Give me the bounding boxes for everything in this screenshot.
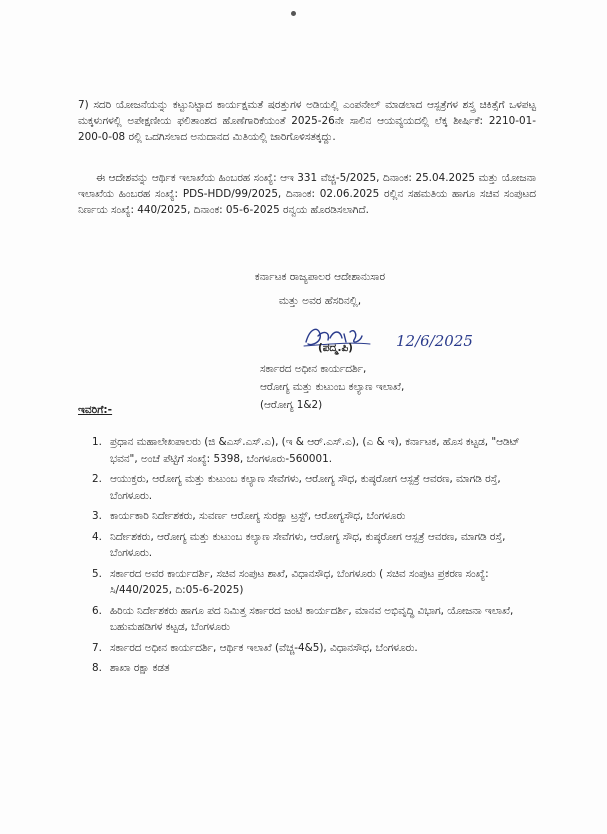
- list-item-number: 5.: [92, 567, 102, 580]
- signatory-designation: ಸರ್ಕಾರದ ಅಧೀನ ಕಾರ್ಯದರ್ಶಿ,: [260, 363, 367, 375]
- list-item: [92, 508, 542, 525]
- list-item-number: 1.: [92, 436, 102, 448]
- list-item: [92, 434, 542, 467]
- handwritten-signature: [300, 320, 490, 362]
- list-item-text: ಶಾಖಾ ರಕ್ಷಾ ಕಡತ: [110, 662, 170, 674]
- clause-7-paragraph: 7) ಸದರಿ ಯೋಜನೆಯನ್ನು ಕಟ್ಟುನಿಟ್ಟಾದ ಕಾರ್ಯಕ್ಷಮತೆ ಷರತ್ತುಗಳ ಅಡಿಯಲ್ಲಿ ಎಂಪನೇಲ್ ಮಾಡಲಾದ ಆಸ್ಪತ್ರೆಗಳ ಶಸ್ತ್ರ ಚಿಕಿತ್ಸೆಗೆ ಒಳಪಟ್ಟ ಮಕ್ಕಳುಗಳಲ್ಲಿ ಅಪೇಕ್ಷಣೀಯ ಫಲಿತಾಂಶದ ಹೊಣೆಗಾರಿಕೆಯಂತೆ 2025-26ನೇ ಸಾಲಿನ ಆಯವ್ಯಯದಲ್ಲಿ ಲೆಕ್ಕ ಶೀರ್ಷಿಕೆ: 2210-01-200-0-08 ರಲ್ಲಿ ಒದಗಿಸಲಾದ ಅನುದಾನದ ಮಿತಿಯಲ್ಲಿ ಜಾರಿಗೊಳಿಸತಕ್ಕದ್ದು.: [78, 99, 536, 143]
- cc-list: [92, 434, 542, 681]
- list-item-text: ಪ್ರಧಾನ ಮಹಾಲೇಖಪಾಲರು (ಜಿ &ಎಸ್.ಎಸ್.ಎ), (ಇ & ಆರ್.ಎಸ್.ಎ), (ಎ & ಇ), ಕರ್ನಾಟಕ, ಹೊಸ ಕಟ್ಟಡ, "ಆಡಿಟ್ ಭವನ", ಅಂಚೆ ಪೆಟ್ಟಿಗೆ ಸಂಖ್ಯೆ: 5398, ಬೆಂಗಳೂರು-560001.: [110, 436, 520, 465]
- cc-heading: ಇವರಿಗೆ:-: [78, 404, 113, 416]
- list-item: [92, 603, 542, 636]
- signatory-name: (ಪದ್ಮ.ಪಿ): [318, 342, 353, 354]
- list-item-text: ಆಯುಕ್ತರು, ಆರೋಗ್ಯ ಮತ್ತು ಕುಟುಂಬ ಕಲ್ಯಾಣ ಸೇವೆಗಳು, ಆರೋಗ್ಯ ಸೌಧ, ಕುಷ್ಠರೋಗ ಆಸ್ಪತ್ರೆ ಆವರಣ, ಮಾಗಡಿ ರಸ್ತೆ, ಬೆಂಗಳೂರು.: [110, 473, 501, 502]
- signatory-section: (ಆರೋಗ್ಯ 1&2): [260, 399, 323, 411]
- list-item-text: ಸರ್ಕಾರದ ಅಧೀನ ಕಾರ್ಯದರ್ಶಿ, ಆರ್ಥಿಕ ಇಲಾಖೆ (ವೆಚ್ಚ-4&5), ವಿಧಾನಸೌಧ, ಬೆಂಗಳೂರು.: [110, 641, 418, 654]
- list-item: [92, 566, 542, 599]
- list-item-number: 7.: [92, 641, 102, 654]
- list-item-number: 2.: [92, 473, 102, 485]
- list-item: [92, 471, 542, 504]
- signatory-department: ಆರೋಗ್ಯ ಮತ್ತು ಕುಟುಂಬ ಕಲ್ಯಾಣ ಇಲಾಖೆ,: [260, 381, 405, 393]
- governor-order-line: ಕರ್ನಾಟಕ ರಾಜ್ಯಪಾಲರ ಆದೇಶಾನುಸಾರ: [254, 271, 386, 283]
- list-item-text: ನಿರ್ದೇಶಕರು, ಆರೋಗ್ಯ ಮತ್ತು ಕುಟುಂಬ ಕಲ್ಯಾಣ ಸೇವೆಗಳು, ಆರೋಗ್ಯ ಸೌಧ, ಕುಷ್ಠರೋಗ ಆಸ್ಪತ್ರೆ ಆವರಣ, ಮಾಗಡಿ ರಸ್ತೆ, ಬೆಂಗಳೂರು.: [110, 530, 506, 559]
- governor-name-line: ಮತ್ತು ಅವರ ಹೆಸರಿನಲ್ಲಿ,: [278, 295, 362, 307]
- list-item: [92, 660, 542, 677]
- list-item-number: 8.: [92, 662, 102, 674]
- list-item-number: 6.: [92, 604, 102, 617]
- list-item: [92, 640, 542, 657]
- order-basis-paragraph: ಈ ಆದೇಶವನ್ನು ಆರ್ಥಿಕ ಇಲಾಖೆಯ ಹಿಂಬರಹ ಸಂಖ್ಯೆ: ಆಇ 331 ವೆಚ್ಚ-5/2025, ದಿನಾಂಕ: 25.04.2025 ಮತ್ತು ಯೋಜನಾ ಇಲಾಖೆಯ ಹಿಂಬರಹ ಸಂಖ್ಯೆ: PDS-HDD/99/2025, ದಿನಾಂಕ: 02.06.2025 ರಲ್ಲಿನ ಸಹಮತಿಯ ಹಾಗೂ ಸಚಿವ ಸಂಪುಟದ ನಿರ್ಣಯ ಸಂಖ್ಯೆ: 440/2025, ದಿನಾಂಕ: 05-6-2025 ರನ್ವಯ ಹೊರಡಿಸಲಾಗಿದೆ.: [78, 172, 536, 216]
- list-item-text: ಹಿರಿಯ ನಿರ್ದೇಶಕರು ಹಾಗೂ ಪದ ನಿಮಿತ್ತ ಸರ್ಕಾರದ ಜಂಟಿ ಕಾರ್ಯದರ್ಶಿ, ಮಾನವ ಅಭಿವೃದ್ಧಿ ವಿಭಾಗ, ಯೋಜನಾ ಇಲಾಖೆ, ಬಹುಮಹಡಿಗಳ ಕಟ್ಟಡ, ಬೆಂಗಳೂರು: [110, 604, 514, 633]
- list-item: [92, 529, 542, 562]
- page-mark-dot: [291, 11, 296, 16]
- list-item-text: ಸರ್ಕಾರದ ಅವರ ಕಾರ್ಯದರ್ಶಿ, ಸಚಿವ ಸಂಪುಟ ಶಾಖೆ, ವಿಧಾನಸೌಧ, ಬೆಂಗಳೂರು ( ಸಚಿವ ಸಂಪುಟ ಪ್ರಕರಣ ಸಂಖ್ಯೆ: ಸಿ/440/2025, ದಿ:05-6-2025): [110, 567, 489, 596]
- list-item-text: ಕಾರ್ಯಕಾರಿ ನಿರ್ದೇಶಕರು, ಸುವರ್ಣ ಆರೋಗ್ಯ ಸುರಕ್ಷಾ ಟ್ರಸ್ಟ್, ಆರೋಗ್ಯಸೌಧ, ಬೆಂಗಳೂರು: [110, 510, 406, 522]
- list-item-number: 3.: [92, 510, 102, 522]
- handwritten-date: 12/6/2025: [396, 332, 473, 350]
- list-item-number: 4.: [92, 530, 102, 543]
